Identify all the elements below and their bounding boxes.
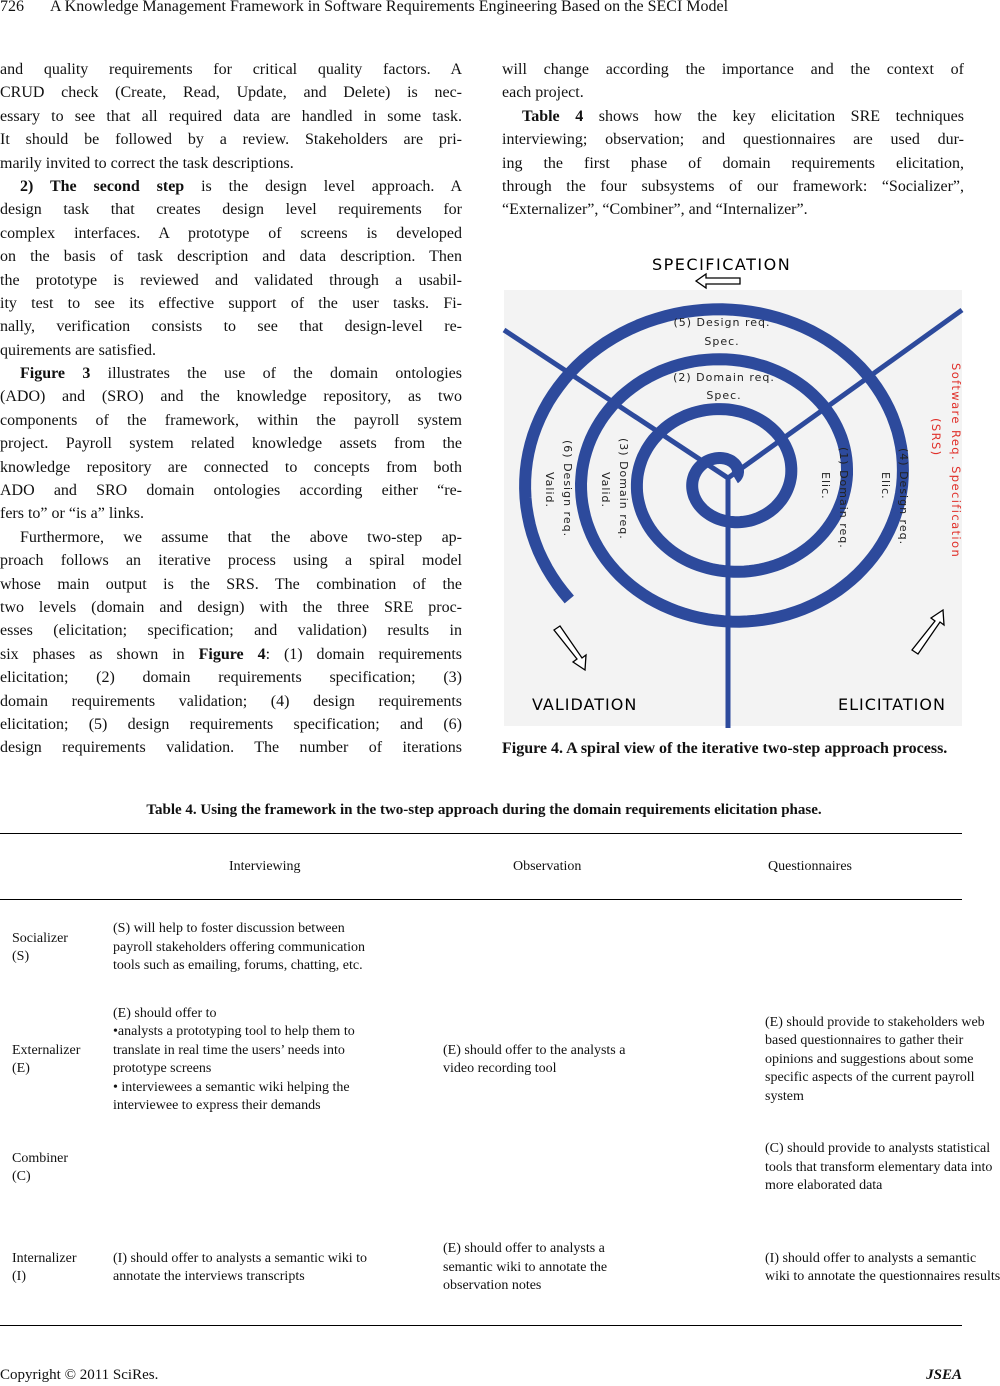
text-line: the prototype is reviewed and validated through a usabil-	[0, 271, 462, 289]
cell-line: (I)	[12, 1269, 26, 1284]
text-line: design requirements validation. The number of iterations	[0, 739, 462, 757]
left-column	[0, 58, 462, 760]
text-line	[0, 175, 462, 198]
phase-1-label: (1) Domain req.	[837, 447, 850, 549]
table-cell-interviewing	[113, 920, 365, 976]
specification-label: SPECIFICATION	[652, 255, 792, 274]
text-line: interviewing; observation; and questionnaires are used dur-	[502, 131, 964, 149]
text-line: on the basis of task description and data description. Then	[0, 248, 462, 266]
phase-6-sub: Valid.	[543, 472, 556, 509]
text-line: quirements are satisfied.	[0, 341, 156, 359]
bold-reference: Table 4	[522, 107, 584, 125]
spiral-figure	[502, 250, 964, 728]
bold-reference: Figure 4	[198, 645, 266, 663]
cell-line: (I) should offer to analysts a semantic	[765, 1250, 977, 1266]
phase-2-label: (2) Domain req.	[673, 371, 775, 384]
table-cell-questionnaires	[765, 1014, 985, 1107]
text-line: esses (elicitation; specification; and validation) results in	[0, 622, 462, 640]
cell-line: semantic wiki to annotate the	[443, 1259, 608, 1275]
table-cell-questionnaires	[765, 1250, 1000, 1287]
text-segment: : (1) domain requirements	[265, 645, 463, 663]
table-cell-observation	[443, 1042, 625, 1079]
phase-5-label: (5) Design req.	[673, 316, 771, 329]
text-line: design task that creates design level requirements for	[0, 201, 462, 219]
text-line: fers to” or “is a” links.	[0, 505, 144, 523]
cell-line: tools such as emailing, forums, chatting, etc.	[113, 958, 363, 974]
text-line: proach follows an iterative process using a spiral model	[0, 552, 462, 570]
cell-line: tools that transform elementary data into	[765, 1159, 993, 1175]
text-segment: six phases as shown in	[0, 645, 199, 663]
header-interviewing: Interviewing	[229, 859, 301, 874]
phase-2-sub: Spec.	[706, 389, 742, 402]
text-line: ing the first phase of domain requirements elicitation,	[502, 154, 964, 172]
text-line: project. Payroll system related knowledge assets from the	[0, 435, 462, 453]
cell-line: (E) should offer to analysts a	[443, 1241, 605, 1257]
text-line	[502, 105, 964, 128]
text-line: through the four subsystems of our framework: “Socializer”,	[502, 177, 964, 195]
text-line: “Externalizer”, “Combiner”, and “Internalizer”.	[502, 201, 808, 219]
cell-line: (E) should offer to the analysts a	[443, 1042, 626, 1058]
table-caption: Table 4. Using the framework in the two-step approach during the domain requirements elicitation phase.	[146, 802, 822, 818]
bold-reference: Figure 3	[20, 365, 91, 383]
text-line: It should be followed by a review. Stakeholders are pri-	[0, 131, 462, 149]
text-line: essary to see that all required data are handled in some task.	[0, 107, 462, 125]
cell-line: (C) should provide to analysts statistical	[765, 1141, 991, 1157]
left-arrow-icon	[696, 274, 740, 288]
text-line: ADO and SRO domain ontologies according either “re-	[0, 482, 462, 500]
cell-line: • interviewees a semantic wiki helping the	[113, 1079, 350, 1095]
cell-line: annotate the interviews transcripts	[113, 1269, 305, 1284]
cell-line: more elaborated data	[765, 1178, 883, 1194]
journal-abbr: JSEA	[926, 1367, 962, 1383]
text-line: and quality requirements for critical quality factors. A	[0, 61, 462, 78]
table-top-rule	[0, 833, 962, 834]
cell-line: based questionnaires to gather their	[765, 1033, 964, 1049]
cell-line: Socializer	[12, 930, 68, 946]
cell-line: •analysts a prototyping tool to help them to	[113, 1024, 355, 1039]
text-line: elicitation; (2) domain requirements specification; (3)	[0, 669, 462, 687]
header-observation: Observation	[513, 859, 582, 874]
text-line: whose main output is the SRS. The combination of the	[0, 575, 462, 593]
text-line: nally, verification consists to see that design-level re-	[0, 318, 462, 336]
figure-caption: Figure 4. A spiral view of the iterative two-step approach process.	[502, 740, 948, 757]
text-line: CRUD check (Create, Read, Update, and Delete) is nec-	[0, 84, 462, 102]
text-line	[0, 643, 462, 666]
copyright: Copyright © 2011 SciRes.	[0, 1367, 159, 1383]
cell-line: Externalizer	[12, 1042, 81, 1058]
phase-4-sub: Elic.	[879, 472, 892, 500]
table-cell-questionnaires	[765, 1140, 992, 1196]
cell-line: system	[765, 1088, 804, 1104]
table-bottom-rule	[0, 1325, 962, 1326]
text-segment: shows how the key elicitation SRE techniques	[583, 107, 964, 125]
cell-line: (S) will help to foster discussion between	[113, 921, 345, 937]
running-title: A Knowledge Management Framework in Software Requirements Engineering Based on the SECI Model	[50, 0, 729, 15]
table-cell-interviewing	[113, 1005, 355, 1116]
text-line: components of the framework, within the payroll system	[0, 411, 462, 429]
cell-line: specific aspects of the current payroll	[765, 1070, 975, 1086]
bold-reference: 2) The second step	[20, 177, 185, 195]
phase-5-sub: Spec.	[704, 335, 740, 348]
cell-line: video recording tool	[443, 1061, 557, 1076]
text-line: two levels (domain and design) with the three SRE proc-	[0, 598, 462, 616]
table-cell-label	[12, 930, 68, 967]
phase-6-label: (6) Design req.	[561, 440, 574, 538]
phase-1-sub: Elic.	[819, 472, 832, 500]
cell-line: (C)	[12, 1169, 31, 1184]
cell-line: interviewee to express their demands	[113, 1098, 321, 1113]
cell-line: translate in real time the users’ needs into	[113, 1042, 345, 1058]
elicitation-label: ELICITATION	[838, 695, 946, 714]
srs-abbr-label: (SRS)	[929, 418, 943, 457]
text-segment: is the design level approach. A	[184, 177, 463, 195]
cell-line: (E) should offer to	[113, 1005, 217, 1021]
text-line: elicitation; (5) design requirements specification; and (6)	[0, 715, 462, 733]
cell-line: Internalizer	[12, 1250, 77, 1266]
text-line: domain requirements validation; (4) design requirements	[0, 692, 462, 710]
table-cell-observation	[443, 1240, 607, 1296]
text-segment: illustrates the use of the domain ontologies	[90, 365, 462, 383]
text-line: knowledge repository are connected to concepts from both	[0, 458, 462, 476]
text-line: marily invited to correct the task descriptions.	[0, 154, 294, 172]
table-header-rule	[0, 899, 962, 900]
phase-4-label: (4) Design req.	[897, 448, 910, 546]
right-column	[502, 58, 964, 222]
phase-3-label: (3) Domain req.	[617, 438, 630, 540]
cell-line: (E) should provide to stakeholders web	[765, 1014, 985, 1030]
text-line: (ADO) and (SRO) and the knowledge repository, as two	[0, 388, 462, 406]
header-questionnaires: Questionnaires	[768, 859, 852, 874]
cell-line: prototype screens	[113, 1061, 212, 1076]
srs-label: Software Req. Specification	[949, 363, 963, 559]
cell-line: wiki to annotate the questionnaires results	[765, 1269, 1000, 1284]
cell-line: (I) should offer to analysts a semantic wiki to	[113, 1250, 368, 1266]
text-line: ity test to see its effective support of the user tasks. Fi-	[0, 294, 462, 312]
page-number: 726	[0, 0, 24, 15]
cell-line: (S)	[12, 949, 30, 964]
text-line: complex interfaces. A prototype of screens is developed	[0, 224, 462, 242]
cell-line: Combiner	[12, 1150, 68, 1166]
cell-line: payroll stakeholders offering communication	[113, 939, 366, 955]
cell-line: (E)	[12, 1061, 30, 1076]
table-cell-interviewing	[113, 1250, 367, 1287]
text-line	[0, 362, 462, 385]
phase-3-sub: Valid.	[599, 472, 612, 509]
cell-line: opinions and suggestions about some	[765, 1051, 974, 1067]
cell-line: observation notes	[443, 1278, 542, 1294]
table-cell-label	[12, 1042, 80, 1079]
text-line: each project.	[502, 84, 584, 102]
table-cell-label	[12, 1150, 68, 1187]
table-cell-label	[12, 1250, 77, 1287]
validation-label: VALIDATION	[532, 695, 638, 714]
text-line: will change according the importance and the context of	[502, 61, 964, 78]
text-line: Furthermore, we assume that the above two-step ap-	[20, 528, 462, 546]
